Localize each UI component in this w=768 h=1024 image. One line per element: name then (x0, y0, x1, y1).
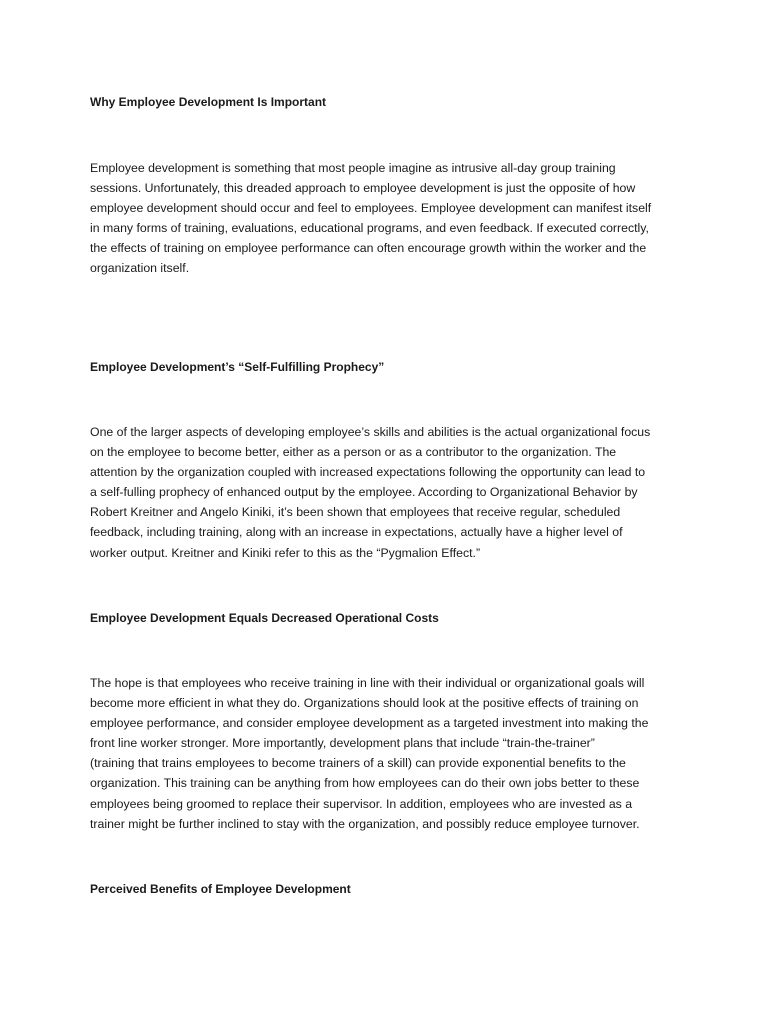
text-line: organization itself. (90, 261, 190, 276)
text-line: in many forms of training, evaluations, educational programs, and even feedback. If executed correctly, (90, 221, 649, 236)
text-line: a self-fulling prophecy of enhanced output by the employee. According to Organizational Behavior by (90, 485, 638, 500)
text-line: employees being groomed to replace their supervisor. In addition, employees who are invested as a (90, 796, 633, 811)
paragraph-self-fulfilling-prophecy (90, 422, 680, 563)
text-line: Robert Kreitner and Angelo Kiniki, it’s been shown that employees that receive regular, scheduled (90, 505, 621, 520)
text-line: The hope is that employees who receive training in line with their individual or organizational goals will (90, 676, 645, 690)
text-line: organization. This training can be anything from how employees can do their own jobs better to these (90, 776, 640, 791)
heading-self-fulfilling-prophecy: Employee Development’s “Self-Fulfilling Prophecy” (90, 360, 385, 374)
text-line: front line worker stronger. More importantly, development plans that include “train-the-trainer” (90, 736, 595, 751)
heading-perceived-benefits: Perceived Benefits of Employee Development (90, 882, 351, 896)
paragraph-why-employee-development (90, 158, 680, 279)
text-line: employee development should occur and feel to employees. Employee development can manifest itself (90, 201, 652, 216)
text-line: employee performance, and consider employee development as a targeted investment into making the (90, 716, 649, 731)
text-line: feedback, including training, along with an increase in expectations, actually have a higher level of (90, 525, 623, 540)
text-line: trainer might be further inclined to stay with the organization, and possibly reduce employee turnover. (90, 816, 640, 831)
text-line: become more efficient in what they do. Organizations should look at the positive effects of training on (90, 696, 639, 711)
text-line: attention by the organization coupled with increased expectations following the opportunity can lead to (90, 465, 646, 480)
text-line: (training that trains employees to become trainers of a skill) can provide exponential benefits to the (90, 756, 626, 771)
text-line: worker output. Kreitner and Kiniki refer to this as the “Pygmalion Effect.” (90, 545, 481, 560)
heading-why-employee-development: Why Employee Development Is Important (90, 95, 327, 109)
heading-decreased-operational-costs: Employee Development Equals Decreased Operational Costs (90, 611, 439, 625)
paragraph-decreased-operational-costs (90, 673, 680, 834)
text-line: One of the larger aspects of developing employee’s skills and abilities is the actual organizational focus (90, 425, 651, 439)
text-line: Employee development is something that most people imagine as intrusive all-day group training (90, 161, 616, 175)
text-line: sessions. Unfortunately, this dreaded approach to employee development is just the opposite of how (90, 181, 636, 196)
text-line: on the employee to become better, either as a person or as a contributor to the organization. The (90, 445, 617, 460)
text-line: the effects of training on employee performance can often encourage growth within the worker and the (90, 241, 647, 256)
